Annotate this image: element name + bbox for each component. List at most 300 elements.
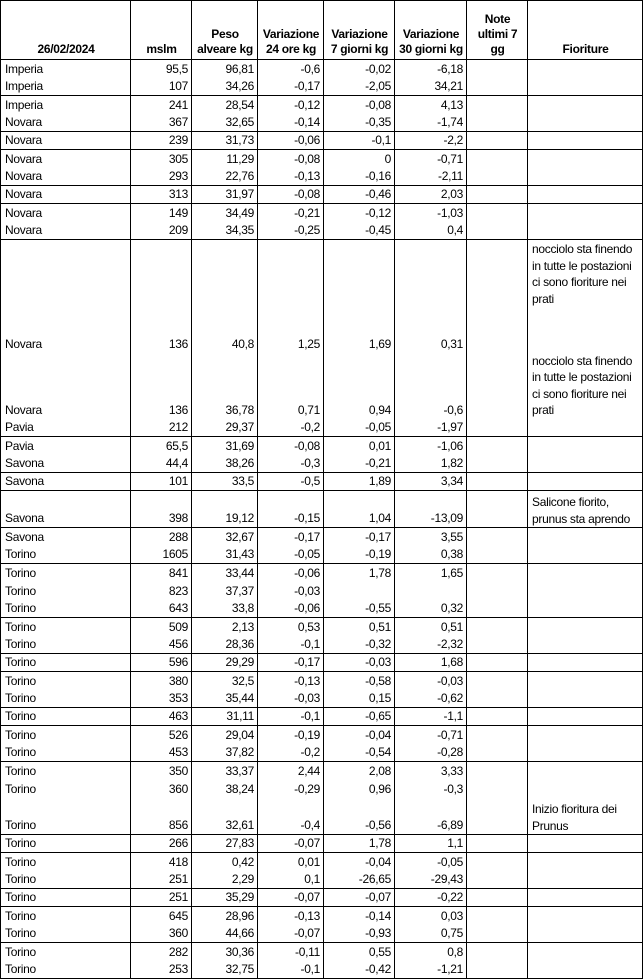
cell-change-30d[interactable]: 0,4 xyxy=(395,222,467,240)
cell-altitude[interactable]: 149 xyxy=(131,204,192,222)
cell-change-7d[interactable]: -0,03 xyxy=(324,654,395,672)
cell-blooms[interactable] xyxy=(528,708,643,726)
cell-hive-weight[interactable]: 32,5 xyxy=(192,672,258,690)
cell-province[interactable]: Torino xyxy=(1,925,131,943)
cell-blooms[interactable]: Inizio fioritura dei Prunus xyxy=(528,798,643,835)
cell-altitude[interactable]: 350 xyxy=(131,762,192,780)
cell-change-30d[interactable]: -6,18 xyxy=(395,60,467,78)
cell-altitude[interactable]: 44,4 xyxy=(131,455,192,473)
cell-blooms[interactable] xyxy=(528,744,643,762)
cell-province[interactable]: Torino xyxy=(1,780,131,798)
cell-notes[interactable] xyxy=(467,708,528,726)
cell-blooms[interactable] xyxy=(528,473,643,491)
cell-change-30d[interactable]: -1,03 xyxy=(395,204,467,222)
cell-change-30d[interactable]: -1,1 xyxy=(395,708,467,726)
cell-change-30d[interactable]: -1,97 xyxy=(395,419,467,437)
cell-change-24h[interactable]: -0,07 xyxy=(258,925,324,943)
cell-blooms[interactable] xyxy=(528,853,643,871)
cell-altitude[interactable]: 643 xyxy=(131,600,192,618)
cell-notes[interactable] xyxy=(467,150,528,168)
cell-change-24h[interactable]: -0,5 xyxy=(258,473,324,491)
cell-province[interactable]: Imperia xyxy=(1,96,131,114)
cell-notes[interactable] xyxy=(467,726,528,744)
cell-blooms[interactable] xyxy=(528,419,643,437)
cell-province[interactable]: Pavia xyxy=(1,437,131,455)
cell-change-7d[interactable]: 2,08 xyxy=(324,762,395,780)
cell-change-7d[interactable]: 1,78 xyxy=(324,564,395,582)
cell-change-7d[interactable]: -0,46 xyxy=(324,186,395,204)
cell-change-7d[interactable]: 0,94 xyxy=(324,353,395,419)
cell-change-7d[interactable]: -0,55 xyxy=(324,600,395,618)
cell-province[interactable]: Torino xyxy=(1,582,131,600)
cell-blooms[interactable] xyxy=(528,546,643,564)
cell-change-24h[interactable]: 0,1 xyxy=(258,871,324,889)
cell-change-7d[interactable]: 0,51 xyxy=(324,618,395,636)
cell-hive-weight[interactable]: 2,13 xyxy=(192,618,258,636)
cell-province[interactable]: Torino xyxy=(1,798,131,835)
cell-change-24h[interactable]: -0,12 xyxy=(258,96,324,114)
cell-blooms[interactable] xyxy=(528,114,643,132)
cell-change-7d[interactable]: -0,16 xyxy=(324,168,395,186)
cell-change-24h[interactable]: -0,17 xyxy=(258,528,324,546)
cell-change-7d[interactable]: 1,69 xyxy=(324,240,395,353)
cell-change-24h[interactable]: -0,1 xyxy=(258,636,324,654)
cell-hive-weight[interactable]: 33,8 xyxy=(192,600,258,618)
cell-notes[interactable] xyxy=(467,762,528,780)
cell-blooms[interactable] xyxy=(528,437,643,455)
cell-change-24h[interactable]: 2,44 xyxy=(258,762,324,780)
cell-blooms[interactable] xyxy=(528,60,643,78)
cell-change-30d[interactable]: 0,31 xyxy=(395,240,467,353)
cell-notes[interactable] xyxy=(467,204,528,222)
cell-province[interactable]: Torino xyxy=(1,871,131,889)
cell-province[interactable]: Torino xyxy=(1,690,131,708)
cell-change-7d[interactable]: 0,96 xyxy=(324,780,395,798)
cell-change-24h[interactable]: -0,07 xyxy=(258,889,324,907)
cell-change-7d[interactable]: 1,89 xyxy=(324,473,395,491)
cell-notes[interactable] xyxy=(467,353,528,419)
cell-change-24h[interactable]: -0,06 xyxy=(258,600,324,618)
cell-change-30d[interactable]: -0,62 xyxy=(395,690,467,708)
cell-change-30d[interactable]: 2,03 xyxy=(395,186,467,204)
cell-change-24h[interactable]: -0,13 xyxy=(258,168,324,186)
cell-notes[interactable] xyxy=(467,672,528,690)
cell-change-24h[interactable]: -0,15 xyxy=(258,491,324,528)
cell-altitude[interactable]: 856 xyxy=(131,798,192,835)
cell-hive-weight[interactable]: 31,73 xyxy=(192,132,258,150)
header-date[interactable]: 26/02/2024 xyxy=(1,1,131,60)
cell-change-7d[interactable]: -0,42 xyxy=(324,961,395,979)
cell-change-24h[interactable]: -0,13 xyxy=(258,907,324,925)
cell-province[interactable]: Torino xyxy=(1,654,131,672)
cell-blooms[interactable] xyxy=(528,600,643,618)
cell-change-7d[interactable]: -0,17 xyxy=(324,528,395,546)
cell-hive-weight[interactable]: 29,37 xyxy=(192,419,258,437)
cell-change-7d[interactable]: -0,02 xyxy=(324,60,395,78)
cell-blooms[interactable] xyxy=(528,925,643,943)
cell-hive-weight[interactable]: 44,66 xyxy=(192,925,258,943)
header-altitude[interactable]: mslm xyxy=(131,1,192,60)
cell-altitude[interactable]: 95,5 xyxy=(131,60,192,78)
cell-notes[interactable] xyxy=(467,943,528,961)
cell-change-30d[interactable]: 3,33 xyxy=(395,762,467,780)
cell-change-30d[interactable]: -2,32 xyxy=(395,636,467,654)
cell-change-24h[interactable]: -0,13 xyxy=(258,672,324,690)
cell-notes[interactable] xyxy=(467,835,528,853)
cell-blooms[interactable] xyxy=(528,672,643,690)
cell-blooms[interactable] xyxy=(528,204,643,222)
cell-change-24h[interactable]: -0,08 xyxy=(258,186,324,204)
cell-hive-weight[interactable]: 32,65 xyxy=(192,114,258,132)
cell-altitude[interactable]: 251 xyxy=(131,889,192,907)
cell-change-7d[interactable]: -0,14 xyxy=(324,907,395,925)
cell-province[interactable]: Novara xyxy=(1,150,131,168)
cell-hive-weight[interactable]: 34,49 xyxy=(192,204,258,222)
cell-change-24h[interactable]: -0,17 xyxy=(258,654,324,672)
cell-blooms[interactable] xyxy=(528,871,643,889)
cell-blooms[interactable] xyxy=(528,168,643,186)
cell-change-24h[interactable]: -0,14 xyxy=(258,114,324,132)
cell-hive-weight[interactable]: 0,42 xyxy=(192,853,258,871)
cell-change-30d[interactable]: -2,2 xyxy=(395,132,467,150)
cell-change-30d[interactable] xyxy=(395,582,467,600)
cell-notes[interactable] xyxy=(467,618,528,636)
cell-change-24h[interactable]: -0,06 xyxy=(258,564,324,582)
cell-change-30d[interactable]: -2,11 xyxy=(395,168,467,186)
cell-province[interactable]: Savona xyxy=(1,473,131,491)
cell-blooms[interactable] xyxy=(528,654,643,672)
cell-altitude[interactable]: 526 xyxy=(131,726,192,744)
cell-notes[interactable] xyxy=(467,114,528,132)
cell-province[interactable]: Novara xyxy=(1,114,131,132)
cell-hive-weight[interactable]: 28,36 xyxy=(192,636,258,654)
cell-change-30d[interactable]: 34,21 xyxy=(395,78,467,96)
cell-change-30d[interactable]: 1,68 xyxy=(395,654,467,672)
cell-hive-weight[interactable]: 28,96 xyxy=(192,907,258,925)
cell-hive-weight[interactable]: 30,36 xyxy=(192,943,258,961)
cell-province[interactable]: Torino xyxy=(1,744,131,762)
cell-notes[interactable] xyxy=(467,473,528,491)
cell-province[interactable]: Torino xyxy=(1,600,131,618)
cell-altitude[interactable]: 398 xyxy=(131,491,192,528)
cell-altitude[interactable]: 453 xyxy=(131,744,192,762)
cell-notes[interactable] xyxy=(467,582,528,600)
cell-change-24h[interactable]: -0,06 xyxy=(258,132,324,150)
cell-altitude[interactable]: 266 xyxy=(131,835,192,853)
cell-change-24h[interactable]: -0,2 xyxy=(258,744,324,762)
cell-change-7d[interactable]: -0,58 xyxy=(324,672,395,690)
cell-blooms[interactable]: nocciolo sta finendo in tutte le postazioni ci sono fioriture nei prati xyxy=(528,240,643,353)
cell-notes[interactable] xyxy=(467,60,528,78)
cell-province[interactable]: Torino xyxy=(1,889,131,907)
cell-province[interactable]: Torino xyxy=(1,762,131,780)
cell-change-24h[interactable]: -0,08 xyxy=(258,437,324,455)
cell-altitude[interactable]: 360 xyxy=(131,925,192,943)
cell-hive-weight[interactable]: 33,37 xyxy=(192,762,258,780)
cell-province[interactable]: Torino xyxy=(1,708,131,726)
cell-change-30d[interactable]: -1,74 xyxy=(395,114,467,132)
cell-altitude[interactable]: 645 xyxy=(131,907,192,925)
cell-change-24h[interactable]: -0,03 xyxy=(258,582,324,600)
cell-notes[interactable] xyxy=(467,889,528,907)
cell-province[interactable]: Torino xyxy=(1,961,131,979)
cell-hive-weight[interactable]: 37,37 xyxy=(192,582,258,600)
cell-altitude[interactable]: 305 xyxy=(131,150,192,168)
cell-notes[interactable] xyxy=(467,96,528,114)
cell-change-30d[interactable]: 0,38 xyxy=(395,546,467,564)
header-change-24h[interactable]: Variazione 24 ore kg xyxy=(258,1,324,60)
cell-hive-weight[interactable]: 32,67 xyxy=(192,528,258,546)
cell-hive-weight[interactable]: 2,29 xyxy=(192,871,258,889)
cell-hive-weight[interactable]: 32,61 xyxy=(192,798,258,835)
cell-hive-weight[interactable]: 34,26 xyxy=(192,78,258,96)
cell-notes[interactable] xyxy=(467,744,528,762)
cell-change-24h[interactable]: 0,71 xyxy=(258,353,324,419)
cell-change-24h[interactable]: -0,07 xyxy=(258,835,324,853)
cell-province[interactable]: Novara xyxy=(1,132,131,150)
cell-hive-weight[interactable]: 28,54 xyxy=(192,96,258,114)
cell-altitude[interactable]: 1605 xyxy=(131,546,192,564)
cell-province[interactable]: Novara xyxy=(1,186,131,204)
cell-altitude[interactable]: 241 xyxy=(131,96,192,114)
cell-blooms[interactable] xyxy=(528,762,643,780)
cell-altitude[interactable]: 253 xyxy=(131,961,192,979)
cell-province[interactable]: Novara xyxy=(1,204,131,222)
cell-blooms[interactable] xyxy=(528,186,643,204)
cell-hive-weight[interactable]: 27,83 xyxy=(192,835,258,853)
cell-blooms[interactable] xyxy=(528,528,643,546)
cell-hive-weight[interactable]: 37,82 xyxy=(192,744,258,762)
cell-province[interactable]: Torino xyxy=(1,564,131,582)
cell-altitude[interactable]: 596 xyxy=(131,654,192,672)
cell-notes[interactable] xyxy=(467,690,528,708)
cell-notes[interactable] xyxy=(467,491,528,528)
cell-notes[interactable] xyxy=(467,455,528,473)
cell-hive-weight[interactable]: 31,43 xyxy=(192,546,258,564)
cell-change-30d[interactable]: -0,03 xyxy=(395,672,467,690)
cell-blooms[interactable] xyxy=(528,780,643,798)
cell-notes[interactable] xyxy=(467,168,528,186)
cell-notes[interactable] xyxy=(467,528,528,546)
cell-blooms[interactable] xyxy=(528,222,643,240)
cell-hive-weight[interactable]: 34,35 xyxy=(192,222,258,240)
cell-change-24h[interactable]: -0,4 xyxy=(258,798,324,835)
header-notes[interactable]: Note ultimi 7 gg xyxy=(467,1,528,60)
cell-change-7d[interactable]: -0,93 xyxy=(324,925,395,943)
cell-change-30d[interactable]: 0,8 xyxy=(395,943,467,961)
cell-change-24h[interactable]: -0,29 xyxy=(258,780,324,798)
cell-province[interactable]: Torino xyxy=(1,835,131,853)
cell-notes[interactable] xyxy=(467,853,528,871)
cell-change-24h[interactable]: -0,05 xyxy=(258,546,324,564)
cell-change-24h[interactable]: 0,01 xyxy=(258,853,324,871)
cell-change-7d[interactable]: -0,56 xyxy=(324,798,395,835)
cell-notes[interactable] xyxy=(467,546,528,564)
cell-notes[interactable] xyxy=(467,78,528,96)
cell-hive-weight[interactable]: 22,76 xyxy=(192,168,258,186)
cell-change-30d[interactable]: -0,71 xyxy=(395,726,467,744)
cell-change-30d[interactable]: 1,82 xyxy=(395,455,467,473)
cell-hive-weight[interactable]: 96,81 xyxy=(192,60,258,78)
cell-notes[interactable] xyxy=(467,437,528,455)
cell-change-7d[interactable]: -0,54 xyxy=(324,744,395,762)
cell-altitude[interactable]: 353 xyxy=(131,690,192,708)
cell-altitude[interactable]: 367 xyxy=(131,114,192,132)
cell-altitude[interactable]: 509 xyxy=(131,618,192,636)
cell-change-7d[interactable]: -0,45 xyxy=(324,222,395,240)
cell-province[interactable]: Torino xyxy=(1,726,131,744)
cell-change-7d[interactable] xyxy=(324,582,395,600)
cell-altitude[interactable]: 313 xyxy=(131,186,192,204)
cell-province[interactable]: Novara xyxy=(1,240,131,353)
cell-hive-weight[interactable]: 33,5 xyxy=(192,473,258,491)
cell-province[interactable]: Torino xyxy=(1,636,131,654)
cell-change-24h[interactable]: -0,19 xyxy=(258,726,324,744)
cell-hive-weight[interactable]: 31,69 xyxy=(192,437,258,455)
cell-change-30d[interactable]: -29,43 xyxy=(395,871,467,889)
cell-change-7d[interactable]: 1,04 xyxy=(324,491,395,528)
cell-province[interactable]: Novara xyxy=(1,222,131,240)
cell-change-7d[interactable]: 0,15 xyxy=(324,690,395,708)
cell-notes[interactable] xyxy=(467,798,528,835)
cell-altitude[interactable]: 463 xyxy=(131,708,192,726)
cell-blooms[interactable] xyxy=(528,907,643,925)
cell-notes[interactable] xyxy=(467,186,528,204)
cell-province[interactable]: Torino xyxy=(1,672,131,690)
cell-change-24h[interactable]: -0,1 xyxy=(258,708,324,726)
cell-change-30d[interactable]: 0,51 xyxy=(395,618,467,636)
cell-change-24h[interactable]: -0,3 xyxy=(258,455,324,473)
cell-change-24h[interactable]: -0,11 xyxy=(258,943,324,961)
cell-notes[interactable] xyxy=(467,907,528,925)
cell-change-24h[interactable]: -0,1 xyxy=(258,961,324,979)
cell-altitude[interactable]: 239 xyxy=(131,132,192,150)
cell-change-30d[interactable]: 3,55 xyxy=(395,528,467,546)
cell-hive-weight[interactable]: 31,97 xyxy=(192,186,258,204)
cell-change-30d[interactable]: -1,21 xyxy=(395,961,467,979)
cell-notes[interactable] xyxy=(467,925,528,943)
cell-notes[interactable] xyxy=(467,564,528,582)
cell-change-7d[interactable]: -0,08 xyxy=(324,96,395,114)
cell-change-7d[interactable]: -0,32 xyxy=(324,636,395,654)
cell-altitude[interactable]: 136 xyxy=(131,240,192,353)
cell-province[interactable]: Torino xyxy=(1,853,131,871)
cell-change-7d[interactable]: -0,35 xyxy=(324,114,395,132)
cell-change-24h[interactable]: 0,53 xyxy=(258,618,324,636)
cell-change-24h[interactable]: -0,21 xyxy=(258,204,324,222)
cell-province[interactable]: Pavia xyxy=(1,419,131,437)
cell-change-24h[interactable]: 1,25 xyxy=(258,240,324,353)
cell-change-7d[interactable]: 0 xyxy=(324,150,395,168)
cell-blooms[interactable] xyxy=(528,618,643,636)
cell-change-30d[interactable]: -13,09 xyxy=(395,491,467,528)
cell-change-30d[interactable]: 0,03 xyxy=(395,907,467,925)
cell-change-24h[interactable]: -0,2 xyxy=(258,419,324,437)
cell-change-30d[interactable]: 3,34 xyxy=(395,473,467,491)
cell-blooms[interactable]: nocciolo sta finendo in tutte le postazioni ci sono fioriture nei prati xyxy=(528,353,643,419)
cell-change-30d[interactable]: 4,13 xyxy=(395,96,467,114)
cell-notes[interactable] xyxy=(467,600,528,618)
cell-notes[interactable] xyxy=(467,240,528,353)
cell-change-7d[interactable]: -0,05 xyxy=(324,419,395,437)
cell-notes[interactable] xyxy=(467,654,528,672)
cell-change-30d[interactable]: -0,28 xyxy=(395,744,467,762)
cell-change-7d[interactable]: 0,01 xyxy=(324,437,395,455)
cell-hive-weight[interactable]: 33,44 xyxy=(192,564,258,582)
cell-change-30d[interactable]: 1,65 xyxy=(395,564,467,582)
cell-altitude[interactable]: 841 xyxy=(131,564,192,582)
cell-altitude[interactable]: 209 xyxy=(131,222,192,240)
cell-altitude[interactable]: 380 xyxy=(131,672,192,690)
cell-altitude[interactable]: 360 xyxy=(131,780,192,798)
cell-blooms[interactable] xyxy=(528,835,643,853)
cell-change-30d[interactable]: 1,1 xyxy=(395,835,467,853)
cell-blooms[interactable] xyxy=(528,150,643,168)
cell-province[interactable]: Savona xyxy=(1,455,131,473)
cell-blooms[interactable] xyxy=(528,889,643,907)
cell-change-7d[interactable]: -2,05 xyxy=(324,78,395,96)
cell-notes[interactable] xyxy=(467,636,528,654)
cell-notes[interactable] xyxy=(467,780,528,798)
cell-province[interactable]: Torino xyxy=(1,907,131,925)
cell-hive-weight[interactable]: 40,8 xyxy=(192,240,258,353)
cell-altitude[interactable]: 107 xyxy=(131,78,192,96)
header-hive-weight[interactable]: Peso alveare kg xyxy=(192,1,258,60)
cell-altitude[interactable]: 293 xyxy=(131,168,192,186)
cell-change-30d[interactable]: -1,06 xyxy=(395,437,467,455)
cell-altitude[interactable]: 136 xyxy=(131,353,192,419)
cell-hive-weight[interactable]: 29,04 xyxy=(192,726,258,744)
cell-blooms[interactable] xyxy=(528,96,643,114)
cell-change-30d[interactable]: -0,6 xyxy=(395,353,467,419)
cell-notes[interactable] xyxy=(467,132,528,150)
cell-change-30d[interactable]: -0,05 xyxy=(395,853,467,871)
cell-hive-weight[interactable]: 38,26 xyxy=(192,455,258,473)
cell-notes[interactable] xyxy=(467,961,528,979)
cell-province[interactable]: Torino xyxy=(1,546,131,564)
cell-blooms[interactable] xyxy=(528,455,643,473)
cell-change-24h[interactable]: -0,25 xyxy=(258,222,324,240)
cell-altitude[interactable]: 823 xyxy=(131,582,192,600)
cell-change-30d[interactable]: -0,3 xyxy=(395,780,467,798)
header-change-30d[interactable]: Variazione 30 giorni kg xyxy=(395,1,467,60)
cell-province[interactable]: Novara xyxy=(1,353,131,419)
cell-blooms[interactable] xyxy=(528,564,643,582)
cell-province[interactable]: Torino xyxy=(1,618,131,636)
cell-province[interactable]: Savona xyxy=(1,528,131,546)
cell-blooms[interactable] xyxy=(528,582,643,600)
cell-hive-weight[interactable]: 35,44 xyxy=(192,690,258,708)
cell-blooms[interactable] xyxy=(528,636,643,654)
cell-hive-weight[interactable]: 36,78 xyxy=(192,353,258,419)
cell-change-30d[interactable]: -6,89 xyxy=(395,798,467,835)
cell-altitude[interactable]: 212 xyxy=(131,419,192,437)
cell-notes[interactable] xyxy=(467,871,528,889)
cell-hive-weight[interactable]: 29,29 xyxy=(192,654,258,672)
cell-change-7d[interactable]: -26,65 xyxy=(324,871,395,889)
cell-change-7d[interactable]: -0,65 xyxy=(324,708,395,726)
cell-altitude[interactable]: 65,5 xyxy=(131,437,192,455)
cell-blooms[interactable] xyxy=(528,726,643,744)
cell-change-24h[interactable]: -0,17 xyxy=(258,78,324,96)
cell-notes[interactable] xyxy=(467,222,528,240)
cell-change-30d[interactable]: 0,75 xyxy=(395,925,467,943)
cell-hive-weight[interactable]: 32,75 xyxy=(192,961,258,979)
cell-blooms[interactable] xyxy=(528,78,643,96)
cell-blooms[interactable]: Salicone fiorito, prunus sta aprendo xyxy=(528,491,643,528)
cell-hive-weight[interactable]: 38,24 xyxy=(192,780,258,798)
cell-change-30d[interactable]: 0,32 xyxy=(395,600,467,618)
